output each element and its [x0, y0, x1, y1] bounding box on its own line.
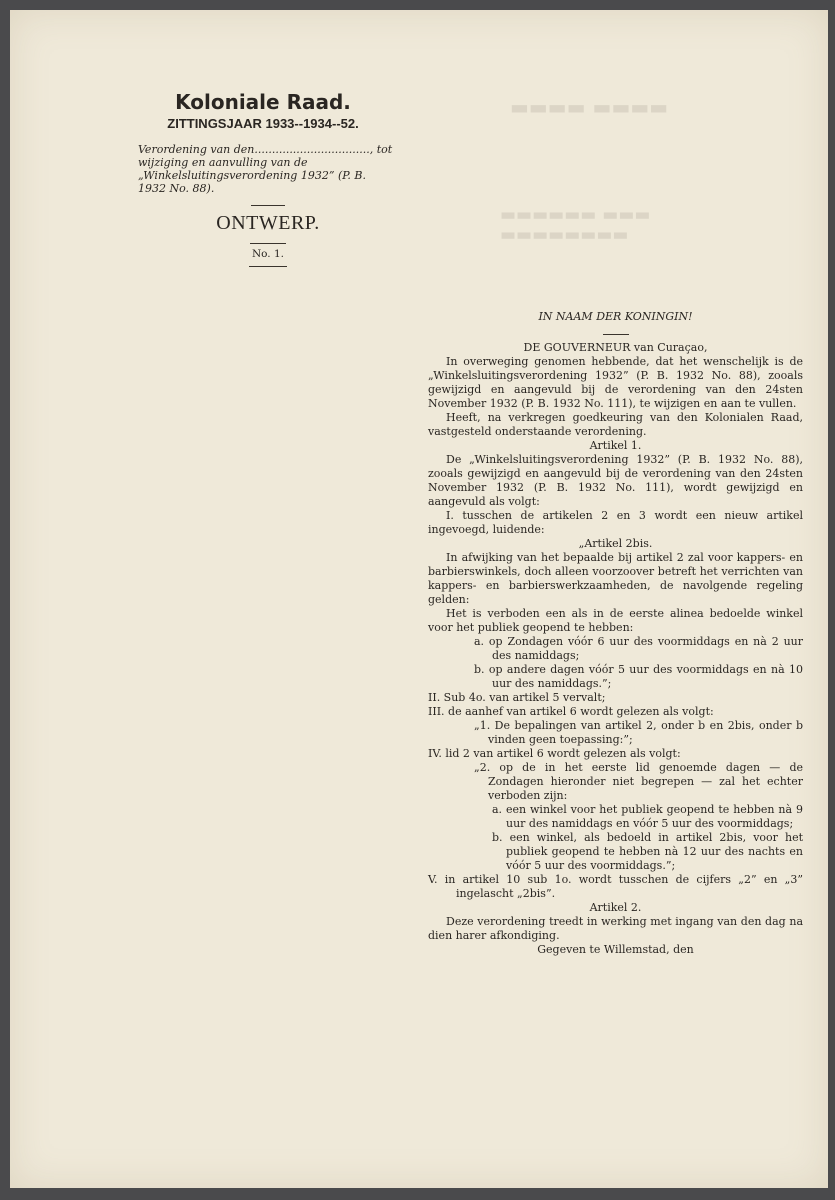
- divider: [251, 205, 285, 206]
- amendment-iv-item-b: b. een winkel, als bedoeld in artikel 2bis, voor het publiek geopend te hebben nà 12 uur des nachts en vóór 5 uur des voormiddags.”;: [492, 831, 803, 872]
- amendment-iii: III. de aanhef van artikel 6 wordt gelezen als volgt:: [428, 705, 714, 718]
- article-2-heading: Artikel 2.: [589, 901, 642, 914]
- amendment-v: V. in artikel 10 sub 1o. wordt tusschen de cijfers „2” en „3” ingelascht „2bis”.: [428, 873, 803, 900]
- closing-line: Gegeven te Willemstad, den: [537, 943, 694, 956]
- header-block: [138, 90, 398, 267]
- amendment-i: I. tusschen de artikelen 2 en 3 wordt een nieuw artikel ingevoegd, luidende:: [428, 509, 803, 536]
- article-2bis-heading: „Artikel 2bis.: [578, 537, 653, 550]
- document-number: No. 1.: [251, 248, 285, 260]
- established-paragraph: Heeft, na verkregen goedkeuring van den Kolonialen Raad, vastgesteld onderstaande verordening.: [428, 411, 803, 438]
- article-2bis-item-a: a. op Zondagen vóór 6 uur des voormiddags en nà 2 uur des namiddags;: [474, 635, 803, 662]
- ordinance-body: [428, 310, 803, 957]
- article-1-intro: De „Winkelsluitingsverordening 1932” (P. B. 1932 No. 88), zooals gewijzigd en aangevuld bij de verordening van den 24sten November 1932 (P. B. 1932 No. 111), wordt gewijzigd en aangevuld als volgt:: [428, 453, 803, 508]
- divider: [603, 334, 629, 335]
- council-title: Koloniale Raad.: [175, 90, 351, 114]
- draft-label: ONTWERP.: [216, 212, 320, 234]
- amendment-iv: IV. lid 2 van artikel 6 wordt gelezen als volgt:: [428, 747, 681, 760]
- article-2bis-paragraph-1: In afwijking van het bepaalde bij artikel 2 zal voor kappers- en barbierswinkels, doch alleen voorzoover betreft het verrichten van kappers- en barbierswerkzaamheden, de navolgende regeling gelden:: [428, 551, 803, 606]
- divider: [249, 266, 287, 267]
- article-1-heading: Artikel 1.: [589, 439, 642, 452]
- bleed-through-text: ▬▬▬▬ ▬▬▬▬ ▬▬▬▬▬▬ ▬▬▬ ▬▬▬▬▬▬▬▬: [500, 95, 669, 245]
- amendment-iv-item-a: a. een winkel voor het publiek geopend te hebben nà 9 uur des namiddags en vóór 5 uur des voormiddags;: [492, 803, 803, 830]
- article-2bis-paragraph-2: Het is verboden een als in de eerste alinea bedoelde winkel voor het publiek geopend te hebben:: [428, 607, 803, 634]
- amendment-iii-quote: „1. De bepalingen van artikel 2, onder b en 2bis, onder b vinden geen toepassing:”;: [474, 719, 803, 746]
- amendment-iv-quote: „2. op de in het eerste lid genoemde dagen — de Zondagen hieronder niet begrepen — zal het echter verboden zijn:: [474, 761, 803, 802]
- article-2-text: Deze verordening treedt in werking met ingang van den dag na dien harer afkondiging.: [428, 915, 803, 942]
- divider: [250, 243, 286, 244]
- ordinance-description: Verordening van den................................., tot wijziging en aanvulling van de „Winkelsluitingsverordening 1932” (P. B. 1932 No. 88).: [138, 143, 393, 195]
- session-year: ZITTINGSJAAR 1933--1934--52.: [167, 116, 359, 131]
- governor-line: DE GOUVERNEUR van Curaçao,: [523, 341, 708, 354]
- article-2bis-item-b: b. op andere dagen vóór 5 uur des voormiddags en nà 10 uur des namiddags.”;: [474, 663, 803, 690]
- considering-paragraph: In overweging genomen hebbende, dat het wenschelijk is de „Winkelsluitingsverordening 1932” (P. B. 1932 No. 88), zooals gewijzigd en aangevuld bij de verordening van den 24sten November 1932 (P. B. 1932 No. 111), te wijzigen en aan te vullen.: [428, 355, 803, 410]
- invocation: IN NAAM DER KONINGIN!: [538, 310, 693, 323]
- amendment-ii: II. Sub 4o. van artikel 5 vervalt;: [428, 691, 606, 704]
- document-page: [10, 10, 828, 1188]
